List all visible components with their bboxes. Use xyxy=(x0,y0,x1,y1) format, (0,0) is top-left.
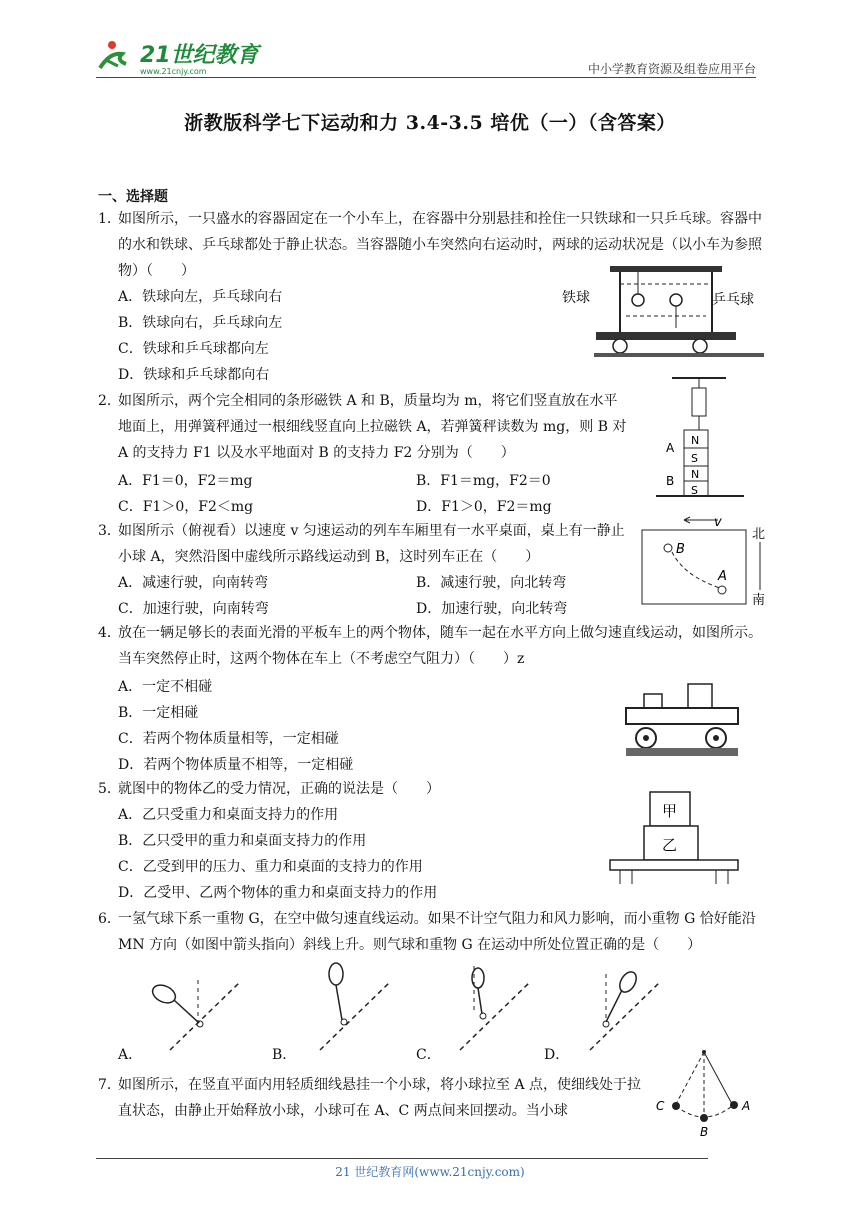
option-d[interactable]: D．乙受甲、乙两个物体的重力和桌面支持力的作用 xyxy=(118,885,438,901)
figure-q2-magnets xyxy=(652,372,748,502)
svg-text:甲: 甲 xyxy=(662,802,678,820)
figure-q7-pendulum xyxy=(652,1046,762,1142)
svg-text:A: A xyxy=(666,441,675,455)
logo xyxy=(96,38,271,78)
option-c[interactable]: C．F1＞0，F2＜mg xyxy=(118,499,254,515)
svg-text:南: 南 xyxy=(752,593,766,608)
question-5 xyxy=(98,776,598,901)
question-3 xyxy=(98,518,628,617)
svg-text:C: C xyxy=(656,1099,665,1113)
question-text: 如图所示，在竖直平面内用轻质细线悬挂一个小球，将小球拉至 A 点，使细线处于拉直状态，由静止开始释放小球，小球可在 A、C 两点间来回摆动。当小球 xyxy=(118,1077,642,1119)
option-c[interactable]: C．若两个物体质量相等，一定相碰 xyxy=(118,731,339,747)
svg-text:S: S xyxy=(691,484,698,497)
figure-q4-flatcar xyxy=(622,680,742,764)
option-b[interactable]: B． xyxy=(272,1047,297,1063)
option-a[interactable]: A．乙只受重力和桌面支持力的作用 xyxy=(118,807,339,823)
question-number: 3． xyxy=(98,523,121,539)
svg-text:A: A xyxy=(718,569,727,584)
option-d[interactable]: D．铁球和乒乓球都向右 xyxy=(118,367,270,383)
option-a[interactable]: A．减速行驶，向南转弯 xyxy=(118,575,269,591)
logo-text: 21世纪教育 xyxy=(140,43,259,68)
question-6 xyxy=(98,906,764,1063)
svg-text:N: N xyxy=(691,434,700,447)
question-text: 就图中的物体乙的受力情况，正确的说法是（ ） xyxy=(118,781,440,797)
question-7 xyxy=(98,1072,646,1124)
svg-text:S: S xyxy=(691,452,698,465)
svg-text:B: B xyxy=(676,542,685,557)
question-text: 如图所示，两个完全相同的条形磁铁 A 和 B，质量均为 m，将它们竖直放在水平地面上，用弹簧秤通过一根细线竖直向上拉磁铁 A，若弹簧秤读数为 mg，则 B 对 A 的支持力 F1 以及水平地面对 B 的支持力 F2 分别为（ ） xyxy=(118,393,627,461)
footer-text: 21 世纪教育网(www.21cnjy.com) xyxy=(335,1165,525,1179)
logo-url: www.21cnjy.com xyxy=(140,67,207,76)
option-c[interactable]: C．乙受到甲的压力、重力和桌面的支持力的作用 xyxy=(118,859,423,875)
option-d[interactable]: D． xyxy=(544,1047,570,1063)
question-number: 7． xyxy=(98,1077,121,1093)
svg-text:B: B xyxy=(666,474,675,488)
svg-text:北: 北 xyxy=(752,527,766,542)
option-b[interactable]: B．F1＝mg，F2＝0 xyxy=(416,473,551,489)
option-d[interactable]: D．加速行驶，向北转弯 xyxy=(416,601,568,617)
footer-divider xyxy=(96,1158,708,1159)
page-title: 浙教版科学七下运动和力 3.4-3.5 培优（一）（含答案） xyxy=(184,112,676,134)
svg-text:B: B xyxy=(700,1125,709,1139)
question-number: 6． xyxy=(98,911,121,927)
option-b[interactable]: B．铁球向右，乒乓球向左 xyxy=(118,315,283,331)
option-d[interactable]: D．F1＞0，F2＝mg xyxy=(416,499,552,515)
svg-text:乙: 乙 xyxy=(662,836,678,854)
question-number: 2． xyxy=(98,393,121,409)
svg-text:N: N xyxy=(691,468,700,481)
question-number: 1． xyxy=(98,211,121,227)
label-iron-ball: 铁球 xyxy=(562,290,590,306)
question-number: 4． xyxy=(98,625,121,641)
section-heading: 一、选择题 xyxy=(98,189,168,205)
option-b[interactable]: B．乙只受甲的重力和桌面支持力的作用 xyxy=(118,833,367,849)
question-text: 如图所示（俯视看）以速度 v 匀速运动的列车车厢里有一水平桌面，桌上有一静止小球 A，突然沿图中虚线所示路线运动到 B，这时列车正在（ ） xyxy=(118,523,625,565)
header-right-text: 中小学教育资源及组卷应用平台 xyxy=(587,62,756,76)
label-pingpong-ball: 乒乓球 xyxy=(712,292,754,308)
option-a[interactable]: A．铁球向左，乒乓球向右 xyxy=(118,289,283,305)
question-text: 如图所示，一只盛水的容器固定在一个小车上，在容器中分别悬挂和拴住一只铁球和一只乒乓球。容器中的水和铁球、乒乓球都处于静止状态。当容器随小车突然向右运动时，两球的运动状况是（以小车为参照物）（ ） xyxy=(118,211,762,279)
figure-q5-blocks xyxy=(606,788,742,888)
header-divider xyxy=(96,77,756,78)
figure-q1-cart xyxy=(560,262,770,370)
option-a[interactable]: A．一定不相碰 xyxy=(118,679,213,695)
question-text: 一氢气球下系一重物 G，在空中做匀速直线运动。如果不计空气阻力和风力影响，而小重物 G 恰好能沿 MN 方向（如图中箭头指向）斜线上升。则气球和重物 G 在运动中所处位置正确的是（ ） xyxy=(118,911,756,953)
option-d[interactable]: D．若两个物体质量不相等，一定相碰 xyxy=(118,757,354,773)
option-a[interactable]: A．F1＝0，F2＝mg xyxy=(118,473,253,489)
question-4 xyxy=(98,620,764,773)
figure-q6-balloons xyxy=(140,960,660,1060)
svg-text:v: v xyxy=(714,515,722,530)
question-number: 5． xyxy=(98,781,121,797)
option-b[interactable]: B．减速行驶，向北转弯 xyxy=(416,575,567,591)
figure-q3-train xyxy=(640,512,774,608)
option-c[interactable]: C．加速行驶，向南转弯 xyxy=(118,601,269,617)
question-text: 放在一辆足够长的表面光滑的平板车上的两个物体，随车一起在水平方向上做匀速直线运动，如图所示。当车突然停止时，这两个物体在车上（不考虑空气阻力）（ ）z xyxy=(118,625,762,667)
svg-text:A: A xyxy=(742,1099,751,1113)
option-c[interactable]: C．铁球和乒乓球都向左 xyxy=(118,341,269,357)
option-b[interactable]: B．一定相碰 xyxy=(118,705,199,721)
option-a[interactable]: A． xyxy=(118,1047,143,1063)
option-c[interactable]: C． xyxy=(416,1047,441,1063)
question-2 xyxy=(98,388,628,515)
